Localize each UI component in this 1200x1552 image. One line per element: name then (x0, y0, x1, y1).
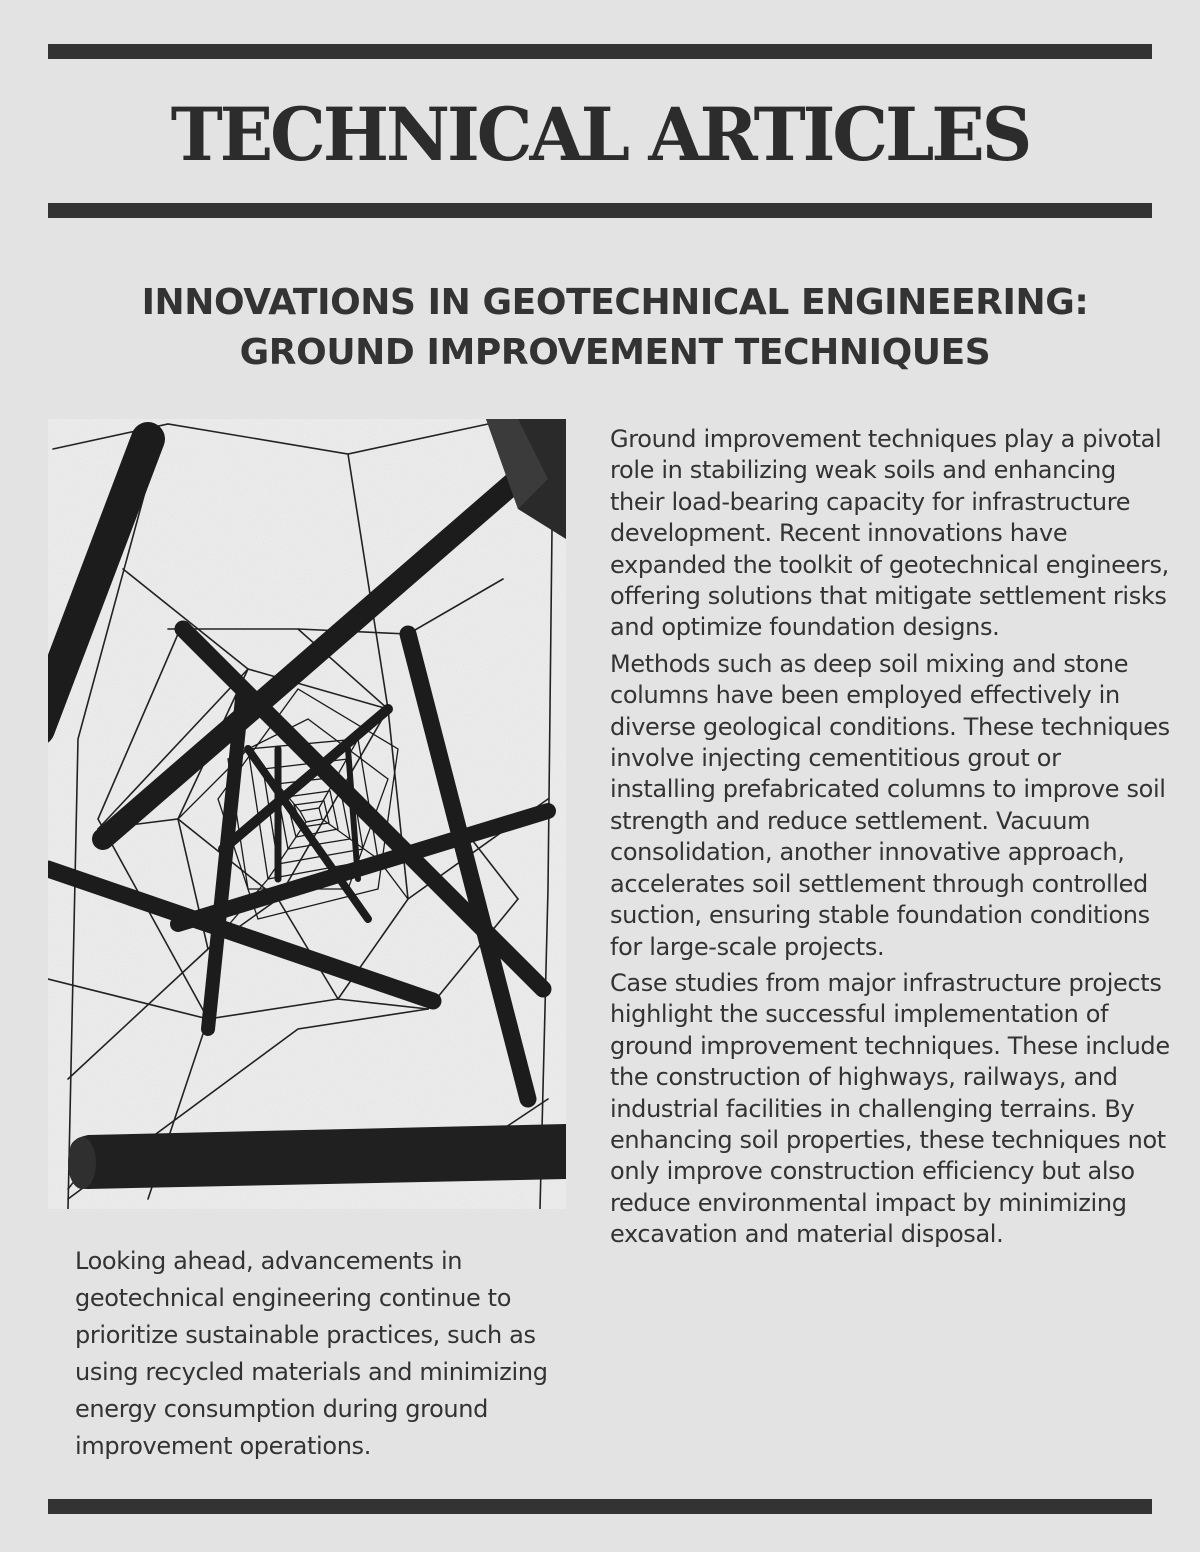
article-closing-column (75, 1243, 575, 1465)
article-paragraph-3: Case studies from major infrastructure projects highlight the successful implementation of ground improvement techniques. These include the construction of highways, railways, and industrial facilities in challenging terrains. By enhancing soil properties, these techniques not only improve construction efficiency but also reduce environmental impact by minimizing excavation and material disposal. (610, 968, 1170, 1249)
masthead-top-rule (48, 44, 1152, 59)
masthead-title: TECHNICAL ARTICLES (170, 90, 1030, 179)
article-headline-line-2: GROUND IMPROVEMENT TECHNIQUES (239, 332, 991, 373)
article-closing-paragraph: Looking ahead, advancements in geotechnical engineering continue to prioritize sustainable practices, such as using recycled materials and minimizing energy consumption during ground improvement operations. (75, 1247, 548, 1460)
article-headline (60, 278, 1170, 378)
article-headline-line-1: INNOVATIONS IN GEOTECHNICAL ENGINEERING: (141, 282, 1089, 323)
article-body-column (610, 424, 1170, 1256)
article-paragraph-2: Methods such as deep soil mixing and stone columns have been employed effectively in diverse geological conditions. These techniques involve injecting cementitious grout or installing prefabricated columns to improve soil strength and reduce settlement. Vacuum consolidation, another innovative approach, accelerates soil settlement through controlled suction, ensuring stable foundation conditions for large-scale projects. (610, 649, 1170, 961)
masthead-bottom-rule (48, 203, 1152, 218)
tower-structure-photo (48, 419, 566, 1209)
footer-rule (48, 1499, 1152, 1514)
article-paragraph-1: Ground improvement techniques play a pivotal role in stabilizing weak soils and enhancing their load-bearing capacity for infrastructure development. Recent innovations have expanded the toolkit of geotechnical engineers, offering solutions that mitigate settlement risks and optimize foundation designs. (610, 425, 1169, 642)
